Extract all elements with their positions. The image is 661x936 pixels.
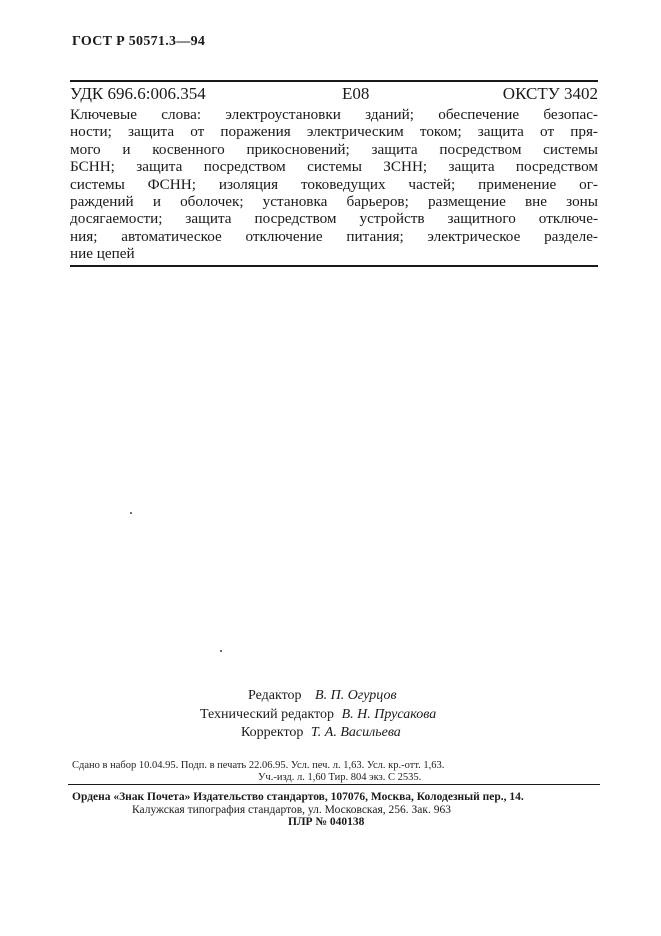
publisher-line-1: Ордена «Знак Почета» Издательство стандартов, 107076, Москва, Колодезный пер., 14. [72, 791, 524, 803]
editor-credit [248, 688, 397, 704]
corrector-role: Корректор [241, 725, 304, 740]
group-code: Е08 [342, 84, 370, 103]
bottom-rule [70, 265, 598, 267]
tech-editor-name: В. Н. Прусакова [341, 707, 437, 722]
keywords-line: ние цепей [70, 245, 135, 263]
classification-row [70, 84, 598, 108]
publisher-line-2: Калужская типография стандартов, ул. Московская, 256. Зак. 963 [132, 804, 451, 816]
keywords-paragraph [70, 106, 598, 263]
keywords-line: системы ФСНН; изоляция токоведущих частей; применение ог- [70, 175, 598, 193]
imprint-line-1: Сдано в набор 10.04.95. Подп. в печать 22.06.95. Усл. печ. л. 1,63. Усл. кр.-отт. 1,63. [72, 760, 445, 771]
tech-editor-role: Технический редактор [200, 707, 335, 722]
footer-rule [68, 784, 600, 785]
keywords-line: БСНН; защита посредством системы ЗСНН; защита посредством [70, 158, 598, 176]
oksty-code: ОКСТУ 3402 [502, 84, 598, 103]
imprint-line-2: Уч.-изд. л. 1,60 Тир. 804 экз. С 2535. [258, 772, 422, 783]
editor-name: В. П. Огурцов [315, 688, 397, 703]
keywords-line: ния; автоматическое отключение питания; электрическое разделе- [70, 227, 598, 245]
tech-editor-credit [200, 707, 436, 723]
scan-speck [220, 650, 222, 652]
top-rule [70, 80, 598, 82]
keywords-line: мого и косвенного прикосновений; защита посредством системы [70, 140, 598, 158]
editor-role: Редактор [248, 688, 302, 703]
udk-code: УДК 696.6:006.354 [70, 84, 206, 103]
keywords-line: Ключевые слова: электроустановки зданий; обеспечение безопас- [70, 106, 598, 123]
keywords-line: ности; защита от поражения электрическим током; защита от пря- [70, 123, 598, 141]
standard-code: ГОСТ Р 50571.3—94 [72, 34, 206, 49]
corrector-name: Т. А. Васильева [310, 725, 401, 740]
keywords-line: раждений и оболочек; установка барьеров; размещение вне зоны [70, 193, 598, 211]
scan-speck [130, 512, 132, 514]
publisher-line-3: ПЛР № 040138 [288, 816, 365, 828]
corrector-credit [241, 725, 401, 741]
keywords-line: досягаемости; защита посредством устройств защитного отключе- [70, 210, 598, 228]
